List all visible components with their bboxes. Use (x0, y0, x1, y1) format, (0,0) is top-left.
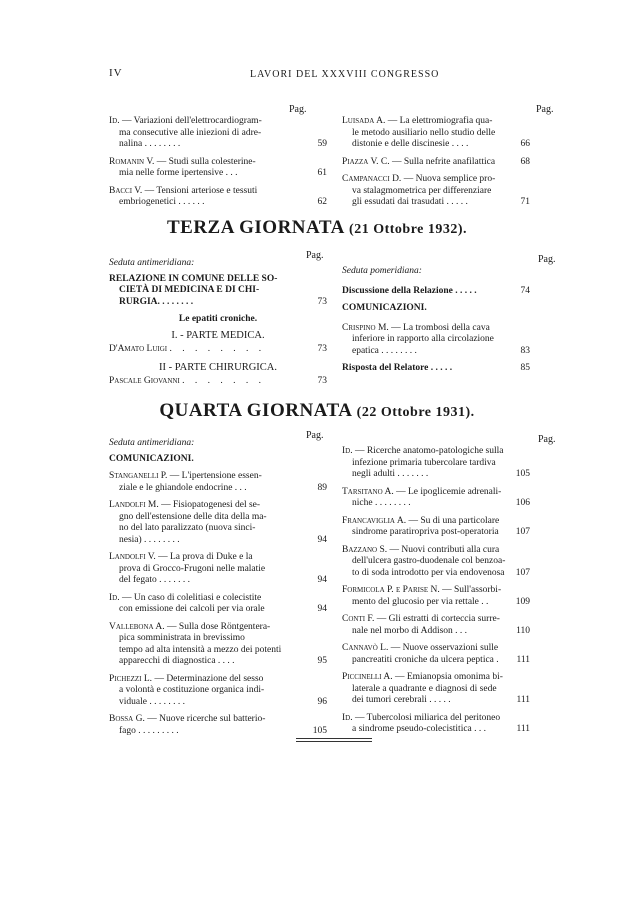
toc-entry (109, 186, 327, 209)
entry-text: fago . . . . . . . . . (119, 725, 179, 736)
terza-left-column (109, 258, 327, 394)
entry-text: — Tensioni arteriose e tessuti (144, 185, 258, 196)
entry-line (109, 593, 305, 605)
toc-entry (109, 674, 327, 709)
page-ref: 107 (515, 527, 530, 537)
entry-text: nale nel morbo di Addison . . . (352, 625, 468, 636)
entry-text: negli adulti . . . . . . . (352, 469, 429, 479)
pag-label: Pag. (536, 104, 554, 115)
section-title-text: QUARTA GIORNATA (159, 400, 352, 421)
entry-line (342, 695, 508, 707)
page-ref: 110 (516, 625, 530, 636)
entry-text: — Fisiopatogenesi del se- (161, 500, 261, 510)
page-ref: 74 (520, 285, 530, 296)
entry-text: sindrome paratiropriva post-operatoria (352, 527, 499, 537)
author: Campanacci D. (342, 174, 402, 184)
running-header: LAVORI DEL XXXVIII CONGRESSO (250, 69, 440, 80)
divider (296, 738, 372, 739)
section-title-text: TERZA GIORNATA (166, 217, 344, 238)
entry-line (109, 157, 305, 169)
toc-entry: Pascale Giovanni . . . . . . . 73 (109, 376, 327, 386)
comunicazioni-heading: COMUNICAZIONI. (109, 453, 194, 464)
entry-line (342, 516, 508, 528)
author: Luisada A. (342, 116, 386, 126)
entry-line: inferiore in rapporto alla circolazione (352, 334, 494, 344)
page-ref: 66 (520, 139, 530, 149)
entry-text: nesia) . . . . . . . . (119, 534, 180, 545)
entry-text: gli essudati dai trasudati . . . . . (352, 197, 468, 207)
part-heading: I. - PARTE MEDICA. (171, 329, 265, 341)
entry-line (342, 545, 508, 557)
pag-label: Pag. (306, 250, 324, 261)
page-ref: 96 (317, 696, 327, 707)
author: Formicola P. e Parise N. (342, 585, 440, 595)
entry-line (342, 469, 508, 481)
entry-line (342, 197, 508, 209)
entry-line (342, 116, 508, 128)
relazione-line: RELAZIONE IN COMUNE DELLE SO- (109, 273, 278, 284)
page-ref: 85 (520, 363, 530, 373)
entry-text: — Variazioni dell'elettrocardiogram- (121, 116, 262, 126)
section-date: (21 Ottobre 1932). (349, 222, 468, 237)
page-ref: 68 (520, 156, 530, 167)
entry-line (109, 483, 305, 495)
entry-text: viduale . . . . . . . . (119, 696, 185, 707)
entry-text: — Gli estratti di corteccia surre- (376, 614, 500, 624)
entry-text: a sindrome pseudo-colecistitica . . . (352, 724, 487, 734)
entry-text: no del lato paralizzato (nuova sinci- (119, 523, 256, 533)
entry-text: — Determinazione del sesso (154, 673, 264, 684)
entry-line (109, 535, 305, 547)
toc-entry (109, 500, 327, 546)
toc-entry (342, 585, 530, 608)
entry-text: embriogenetici . . . . . . (119, 197, 205, 207)
quarta-left-column (109, 438, 327, 743)
author: Pichezzi L. (109, 673, 153, 684)
entry-line (342, 626, 508, 638)
entry-text: dei tumori cerebrali . . . . . (352, 695, 451, 705)
entry-line (342, 458, 508, 470)
entry-line (109, 564, 305, 576)
page-ref: 94 (317, 534, 327, 545)
toc-entry (109, 116, 327, 151)
entry-line (342, 157, 508, 169)
toc-entry (342, 323, 530, 358)
entry-text: — Nuove ricerche sul batterio- (147, 714, 266, 724)
entry-line (342, 186, 508, 198)
author: Landolfi M. (109, 500, 159, 510)
page-ref: 105 (312, 725, 327, 736)
pag-label: Pag. (538, 254, 556, 265)
entry-line (109, 552, 305, 564)
section-date: (22 Ottobre 1931). (356, 405, 475, 420)
entry-line (342, 556, 508, 568)
top-left-column (109, 116, 327, 215)
page-ref: 111 (516, 724, 530, 734)
author: Pascale Giovanni (109, 376, 180, 386)
entry-text: — L'ipertensione essen- (169, 471, 262, 481)
entry-line (342, 614, 508, 626)
entry-text: le metodo ausiliario nello studio delle (352, 127, 496, 138)
entry-line (342, 713, 508, 725)
entry-text: — Sulla dose Röntgentera- (167, 621, 271, 632)
entry-text: — Un caso di colelitiasi e colecistite (121, 592, 262, 603)
entry-line (109, 116, 305, 128)
toc-entry (342, 116, 530, 151)
entry-text: — Sulla nefrite anafilattica (391, 156, 496, 167)
toc-entry (342, 516, 530, 539)
entry-line (109, 500, 305, 512)
author: Francaviglia A. (342, 515, 407, 526)
entry-line (342, 139, 508, 151)
entry-text: to di soda introdotto per via endovenosa (352, 567, 505, 578)
page-ref: 61 (317, 168, 327, 178)
risposta-text: Risposta del Relatore . . . . . (342, 363, 453, 373)
entry-line (109, 575, 305, 587)
entry-line (109, 168, 305, 180)
pag-label: Pag. (538, 434, 556, 445)
entry-text: — Le ipoglicemie adrenali- (396, 486, 502, 497)
entry-line (342, 487, 508, 499)
pag-label: Pag. (306, 430, 324, 441)
entry-text: — Ricerche anatomo-patologiche sulla (354, 446, 504, 456)
entry-line (109, 523, 305, 535)
pag-label: Pag. (289, 104, 307, 115)
toc-entry: D'Amato Luigi . . . . . . . . 73 (109, 344, 327, 354)
author: Id. (109, 592, 120, 603)
entry-line (109, 186, 305, 198)
toc-entry (342, 614, 530, 637)
divider (296, 741, 372, 742)
entry-line (342, 585, 508, 597)
entry-text: — Nuova semplice pro- (403, 174, 496, 184)
discussione-text: Discussione della Relazione . . . . . (342, 285, 477, 296)
author: Romanin V. (109, 156, 155, 167)
page-ref: 107 (515, 567, 530, 578)
relazione-entry (109, 274, 327, 309)
page-ref: 109 (515, 596, 530, 607)
part-heading: II - PARTE CHIRURGICA. (159, 361, 277, 373)
entry-line (342, 527, 508, 539)
author: Conti F. (342, 614, 375, 624)
entry-line (109, 633, 305, 645)
author: Id. (342, 712, 353, 723)
toc-entry (109, 471, 327, 494)
entry-line (109, 622, 305, 634)
toc-entry (342, 363, 530, 375)
author: Vallebona A. (109, 621, 165, 632)
entry-text: dell'ulcera gastro-duodenale col benzoa- (352, 556, 506, 566)
entry-line (342, 684, 508, 696)
page-ref: 73 (317, 344, 327, 354)
relazione-line: CIETÀ DI MEDICINA E DI CHI- (119, 285, 260, 295)
page-ref: 111 (516, 695, 530, 705)
entry-line (342, 446, 508, 458)
page-number: IV (109, 67, 123, 79)
entry-text: mento del glucosio per via rettale . . (352, 596, 489, 607)
entry-text: ziale e le ghiandole endocrine . . . (119, 482, 247, 493)
toc-entry (109, 593, 327, 616)
entry-text: prova di Grocco-Frugoni nelle malatie (119, 563, 266, 574)
toc-entry (342, 174, 530, 209)
entry-text: mia nelle forme ipertensive . . . (119, 168, 238, 178)
author: Id. (342, 446, 353, 456)
entry-line (342, 568, 508, 580)
entry-text: nalina . . . . . . . . (119, 139, 181, 149)
page-ref: 95 (317, 656, 327, 666)
author: Crispino M. (342, 322, 389, 333)
author: Landolfi V. (109, 552, 156, 562)
page-ref: 105 (515, 469, 530, 479)
subtitle: Le epatiti croniche. (178, 314, 258, 324)
entry-text: tempo ad alta intensità a mezzo dei potenti (119, 644, 282, 655)
entry-line: — La trombosi della cava (391, 322, 490, 333)
entry-text: pica somministrata in brevissimo (119, 633, 245, 643)
page-ref: 83 (520, 345, 530, 356)
page-ref: 94 (317, 604, 327, 614)
author: Id. (109, 116, 120, 126)
toc-entry (342, 446, 530, 481)
toc-entry (342, 286, 530, 298)
entry-line: epatica . . . . . . . . (352, 345, 417, 356)
entry-line (109, 197, 305, 209)
entry-line (109, 685, 305, 697)
author: Bacci V. (109, 185, 143, 196)
entry-line (109, 645, 305, 657)
entry-line (342, 643, 508, 655)
session-label: Seduta antimeridiana: (109, 258, 195, 268)
section-title-terza (0, 217, 634, 239)
entry-line (109, 139, 305, 151)
author: Bazzano S. (342, 544, 388, 555)
quarta-right-column (342, 446, 530, 742)
page-ref: 73 (317, 296, 327, 307)
author: Tarsitano A. (342, 486, 394, 497)
entry-line (109, 128, 305, 140)
entry-line (109, 697, 305, 709)
toc-entry (342, 157, 530, 169)
page-ref: 73 (317, 376, 327, 386)
entry-text: va stalagmometrica per differenziare (352, 185, 492, 196)
entry-line (109, 471, 305, 483)
entry-line (109, 714, 305, 726)
entry-text: infezione primaria tubercolare tardiva (352, 457, 496, 468)
author: Piccinelli A. (342, 672, 393, 682)
toc-entry (109, 552, 327, 587)
entry-line (109, 656, 305, 668)
entry-line (342, 174, 508, 186)
author: Stanganelli P. (109, 471, 168, 481)
entry-text: — Tubercolosi miliarica del peritoneo (354, 712, 501, 723)
toc-entry (342, 713, 530, 736)
page-ref: 89 (317, 482, 327, 493)
toc-entry (109, 714, 327, 737)
page-ref: 111 (516, 654, 530, 665)
entry-text: ma consecutive alle iniezioni di adre- (119, 127, 262, 138)
entry-text: — Studi sulla colesterine- (156, 156, 256, 167)
page-ref: 94 (317, 575, 327, 585)
top-right-column (342, 116, 530, 215)
entry-line (342, 128, 508, 140)
entry-line (342, 597, 508, 609)
entry-text: — La prova di Duke e la (158, 552, 253, 562)
entry-text: — La elettromiografia qua- (387, 116, 493, 126)
page-ref: 62 (317, 197, 327, 207)
toc-entry (342, 643, 530, 666)
entry-line (342, 724, 508, 736)
comunicazioni-heading: COMUNICAZIONI. (342, 303, 427, 313)
page-ref: 59 (317, 139, 327, 149)
entry-line (342, 655, 508, 667)
entry-text: gno dell'estensione delle dita della ma- (119, 511, 267, 522)
entry-text: — Emianopsia omonima bi- (394, 672, 503, 682)
entry-text: apparecchi di diagnostica . . . . (119, 656, 235, 666)
author: Cannavò L. (342, 643, 389, 653)
entry-line (109, 512, 305, 524)
toc-entry (109, 157, 327, 180)
entry-text: laterale a quadrante e diagnosi di sede (352, 683, 497, 694)
toc-entry (109, 622, 327, 668)
entry-text: — Nuovi contributi alla cura (389, 544, 500, 555)
entry-text: con emissione dei calcoli per via orale (119, 604, 265, 614)
entry-text: — Su di una particolare (408, 515, 500, 526)
entry-text: niche . . . . . . . . (352, 498, 411, 508)
toc-entry (342, 672, 530, 707)
entry-line (342, 672, 508, 684)
entry-text: — Sull'assorbi- (442, 585, 502, 595)
session-label: Seduta pomeridiana: (342, 266, 422, 276)
section-title-quarta (0, 400, 634, 422)
author: Piazza V. C. (342, 156, 390, 167)
page-ref: 71 (520, 197, 530, 207)
entry-text: distonie e delle discinesie . . . . (352, 139, 469, 149)
toc-entry (342, 545, 530, 580)
entry-text: a volontà e costituzione organica indi- (119, 685, 265, 695)
session-label: Seduta antimeridiana: (109, 438, 195, 448)
toc-entry (342, 487, 530, 510)
entry-text: — Nuove osservazioni sulle (390, 643, 499, 653)
entry-text: pancreatiti croniche da ulcera peptica . (352, 654, 499, 665)
entry-line (109, 674, 305, 686)
page-ref: 106 (515, 498, 530, 508)
entry-line (109, 726, 305, 738)
quarta-left-list (109, 471, 327, 737)
entry-text: del fegato . . . . . . . (119, 575, 190, 585)
terza-right-column (342, 266, 530, 381)
entry-line (342, 498, 508, 510)
entry-line (109, 604, 305, 616)
relazione-line: RURGIA. . . . . . . . (119, 296, 194, 307)
author: D'Amato Luigi (109, 344, 168, 354)
author: Bossa G. (109, 714, 145, 724)
